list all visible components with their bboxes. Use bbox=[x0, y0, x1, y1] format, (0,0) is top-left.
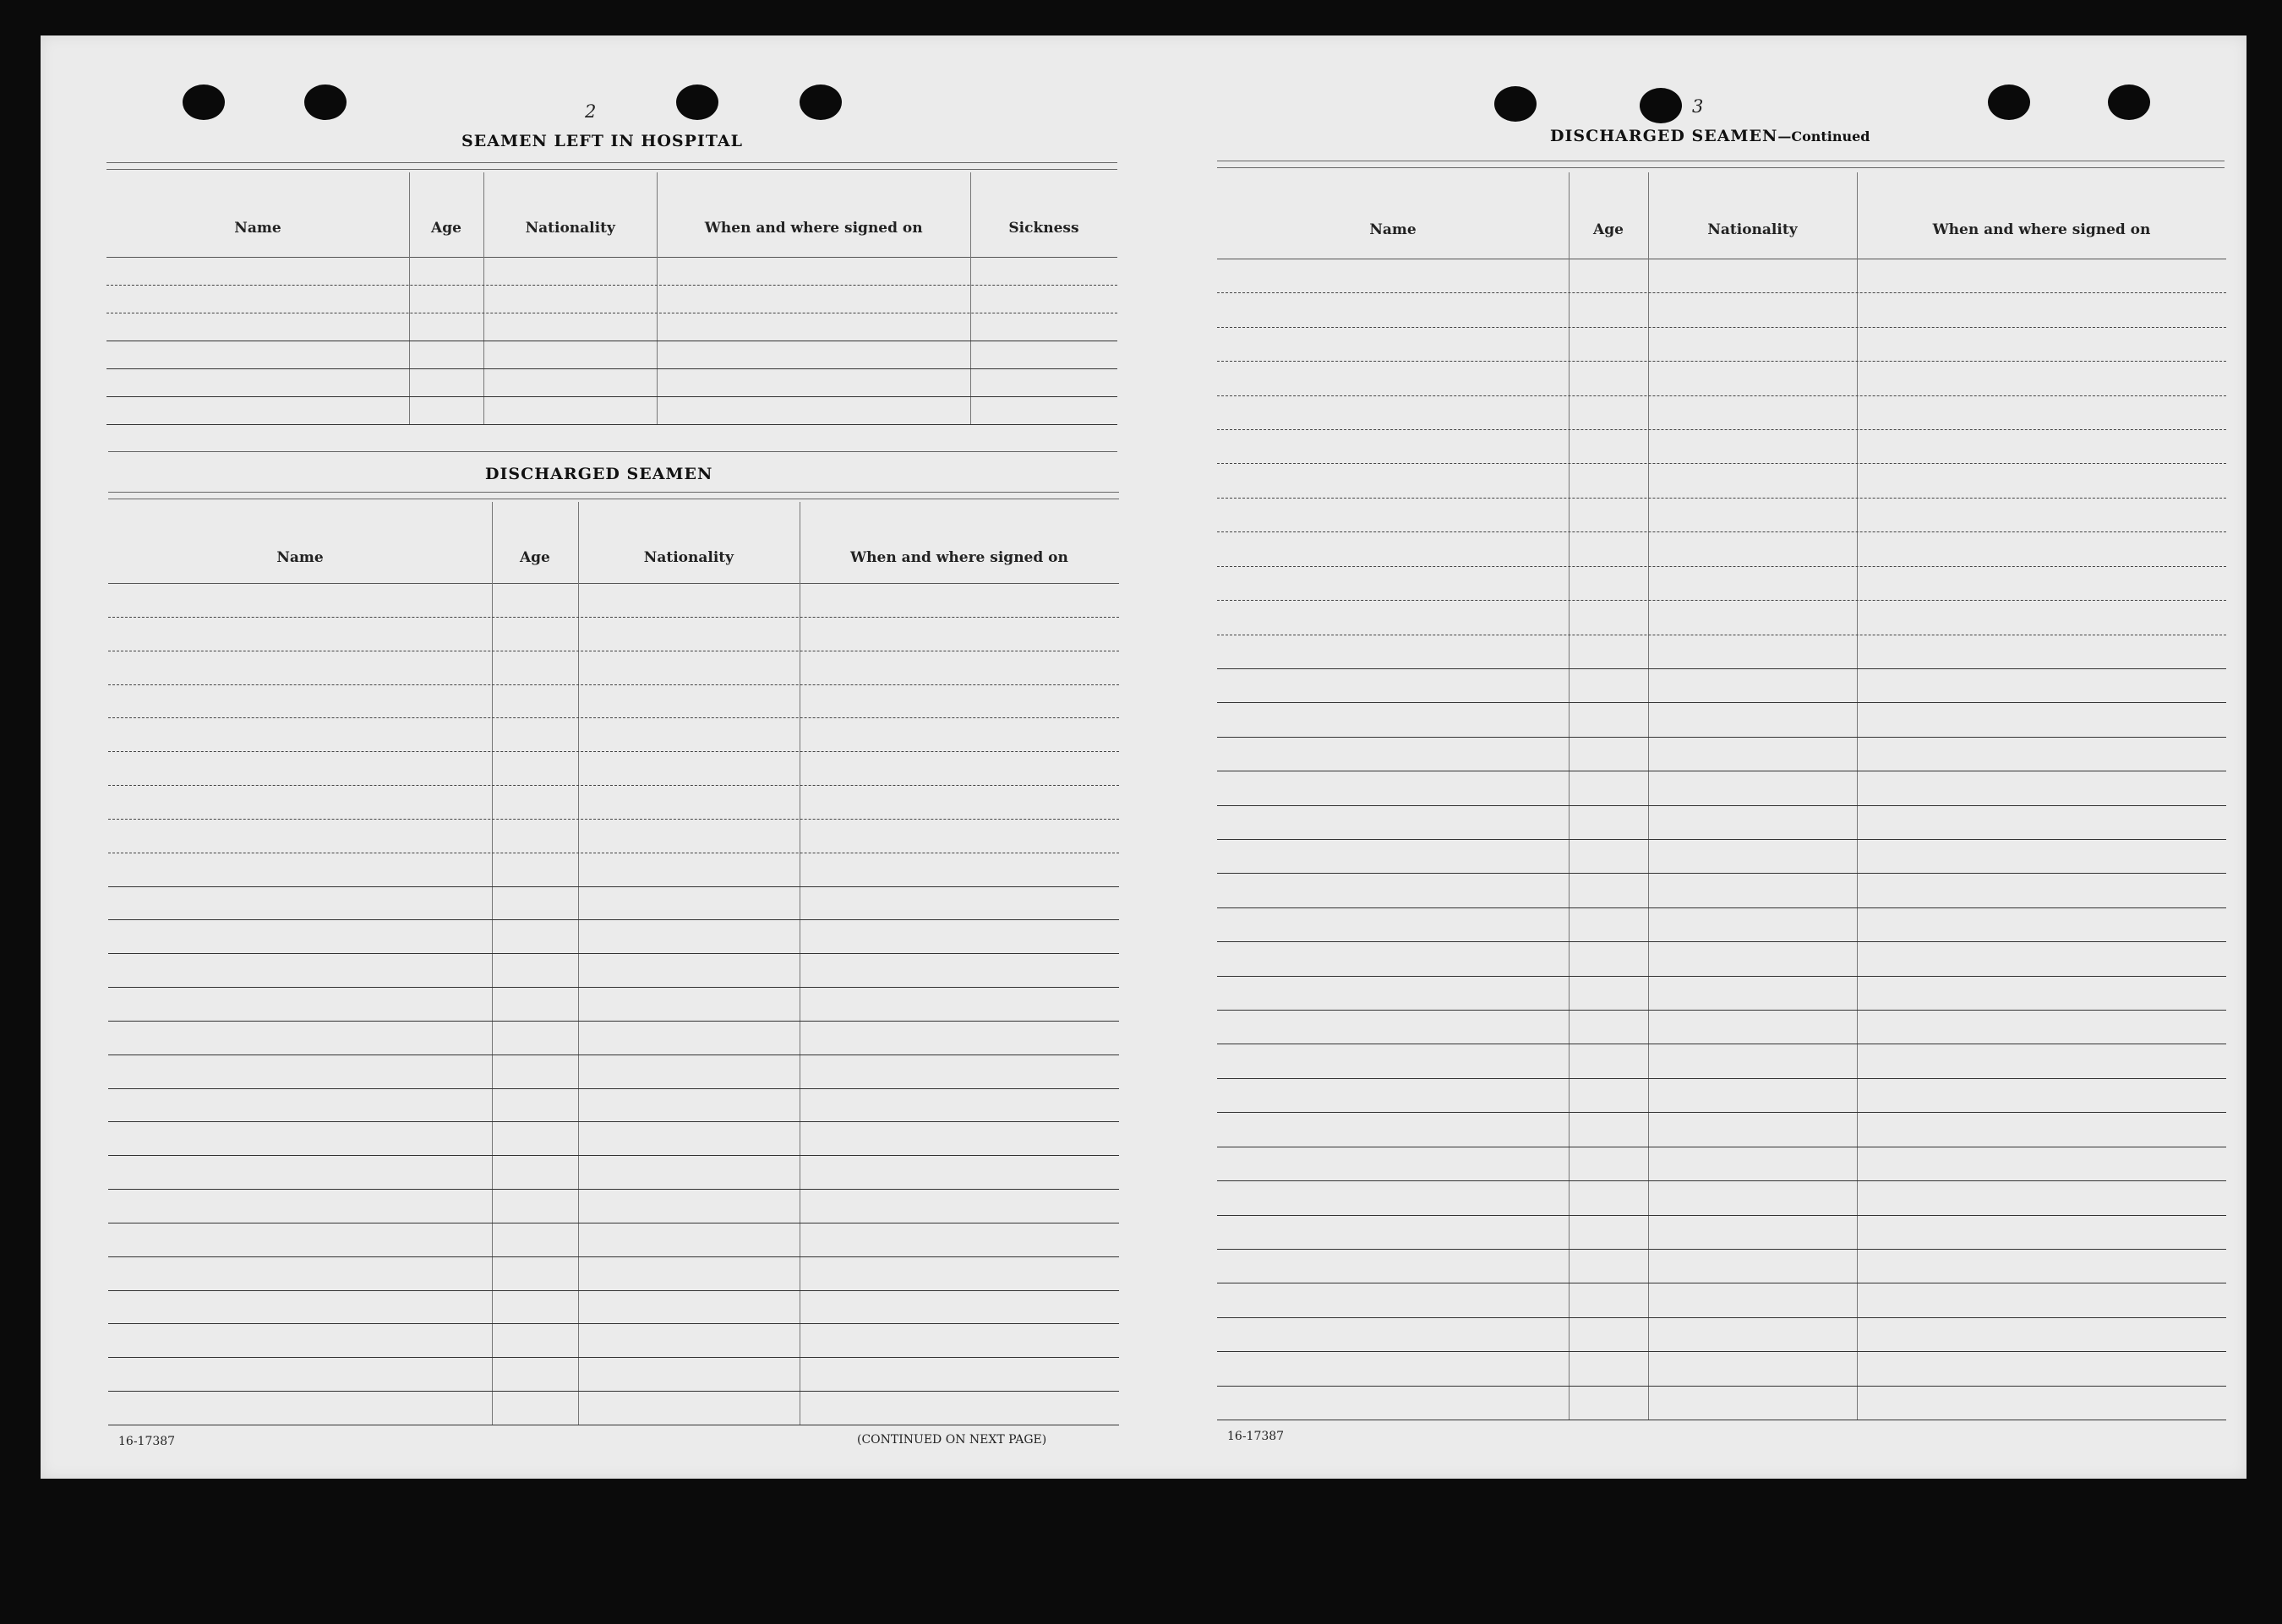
row-line bbox=[1217, 1215, 2226, 1216]
row-line bbox=[108, 1290, 1119, 1291]
row-line bbox=[108, 953, 1119, 954]
column-divider bbox=[1648, 172, 1649, 1420]
discharged-table-title: DISCHARGED SEAMEN bbox=[485, 465, 713, 483]
hospital-bottom-rule bbox=[108, 451, 1117, 452]
row-line bbox=[106, 368, 1117, 369]
column-divider bbox=[970, 172, 971, 424]
header-divider bbox=[106, 257, 1117, 258]
row-line bbox=[108, 886, 1119, 887]
row-line bbox=[1217, 1010, 2226, 1011]
row-line bbox=[1217, 737, 2226, 738]
row-line bbox=[1217, 805, 2226, 806]
row-line bbox=[1217, 600, 2226, 601]
row-line bbox=[108, 684, 1119, 685]
column-divider bbox=[492, 502, 493, 1425]
row-line bbox=[1217, 292, 2226, 293]
row-line bbox=[108, 1155, 1119, 1156]
row-line bbox=[1217, 566, 2226, 567]
row-line bbox=[1217, 429, 2226, 430]
column-header-sickness: Sickness bbox=[1008, 220, 1079, 237]
punch-hole bbox=[800, 84, 842, 120]
row-line bbox=[1217, 1317, 2226, 1318]
column-header-name: Name bbox=[276, 549, 324, 566]
row-line bbox=[1217, 941, 2226, 942]
row-line bbox=[108, 1088, 1119, 1089]
hospital-table bbox=[106, 172, 1117, 488]
discharged-continued-title bbox=[1550, 127, 1870, 145]
row-line bbox=[108, 987, 1119, 988]
row-line bbox=[1217, 1180, 2226, 1181]
column-header-age: Age bbox=[431, 220, 461, 237]
row-line bbox=[108, 1256, 1119, 1257]
discharged-continued-title-main: DISCHARGED SEAMEN bbox=[1550, 127, 1778, 145]
continued-note: (CONTINUED ON NEXT PAGE) bbox=[857, 1433, 1047, 1447]
row-line bbox=[1217, 1249, 2226, 1250]
row-line bbox=[1217, 531, 2226, 532]
discharged-continued-table bbox=[1217, 172, 2226, 1462]
column-header-age: Age bbox=[519, 549, 550, 566]
column-header-nationality: Nationality bbox=[1707, 221, 1798, 238]
column-divider bbox=[483, 172, 484, 424]
right-form-number: 16-17387 bbox=[1227, 1430, 1285, 1443]
row-line bbox=[108, 785, 1119, 786]
column-header-when-and-where-signed-on: When and where signed on bbox=[704, 220, 923, 237]
row-line bbox=[1217, 702, 2226, 703]
row-line bbox=[1217, 839, 2226, 840]
discharged-top-rule bbox=[108, 492, 1119, 493]
column-divider bbox=[409, 172, 410, 424]
right-page-number: 3 bbox=[1692, 96, 1704, 117]
row-line bbox=[1217, 873, 2226, 874]
row-line bbox=[1217, 361, 2226, 362]
row-line bbox=[108, 751, 1119, 752]
column-header-name: Name bbox=[234, 220, 281, 237]
row-line bbox=[1217, 327, 2226, 328]
row-line bbox=[108, 819, 1119, 820]
right-top-rule-2 bbox=[1217, 167, 2225, 168]
row-line bbox=[1217, 1112, 2226, 1113]
row-line bbox=[1217, 395, 2226, 396]
row-line bbox=[1217, 1351, 2226, 1352]
column-header-age: Age bbox=[1593, 221, 1624, 238]
column-header-when-and-where-signed-on: When and where signed on bbox=[1932, 221, 2151, 238]
punch-hole bbox=[183, 84, 225, 120]
punch-hole bbox=[676, 84, 718, 120]
punch-hole bbox=[1988, 84, 2030, 120]
left-page-number: 2 bbox=[585, 101, 597, 122]
row-line bbox=[108, 1121, 1119, 1122]
row-line bbox=[108, 1021, 1119, 1022]
header-divider bbox=[108, 583, 1119, 584]
left-form-number: 16-17387 bbox=[118, 1435, 176, 1448]
row-line bbox=[106, 424, 1117, 425]
column-header-when-and-where-signed-on: When and where signed on bbox=[850, 549, 1068, 566]
punch-hole bbox=[304, 84, 347, 120]
punch-hole bbox=[1494, 86, 1537, 122]
hospital-table-title: SEAMEN LEFT IN HOSPITAL bbox=[461, 132, 743, 150]
column-divider bbox=[578, 502, 579, 1425]
row-line bbox=[106, 285, 1117, 286]
row-line bbox=[1217, 498, 2226, 499]
row-line bbox=[1217, 1078, 2226, 1079]
discharged-continued-title-suffix: —Continued bbox=[1777, 128, 1870, 144]
row-line bbox=[1217, 907, 2226, 908]
row-line bbox=[108, 717, 1119, 718]
row-line bbox=[108, 1189, 1119, 1190]
discharged-table bbox=[108, 502, 1119, 1467]
row-line bbox=[108, 1323, 1119, 1324]
form-paper bbox=[41, 35, 2247, 1479]
hospital-top-rule-2 bbox=[106, 169, 1117, 170]
row-line bbox=[1217, 1386, 2226, 1387]
row-line bbox=[108, 1357, 1119, 1358]
column-divider bbox=[657, 172, 658, 424]
row-line bbox=[1217, 463, 2226, 464]
row-line bbox=[106, 396, 1117, 397]
column-header-nationality: Nationality bbox=[525, 220, 615, 237]
column-divider bbox=[1569, 172, 1570, 1420]
column-header-nationality: Nationality bbox=[643, 549, 734, 566]
punch-hole bbox=[2108, 84, 2150, 120]
row-line bbox=[1217, 668, 2226, 669]
row-line bbox=[108, 617, 1119, 618]
hospital-top-rule bbox=[106, 162, 1117, 163]
row-line bbox=[108, 1391, 1119, 1392]
row-line bbox=[1217, 976, 2226, 977]
column-divider bbox=[1857, 172, 1858, 1420]
column-header-name: Name bbox=[1369, 221, 1417, 238]
punch-hole bbox=[1640, 88, 1682, 123]
row-line bbox=[108, 919, 1119, 920]
